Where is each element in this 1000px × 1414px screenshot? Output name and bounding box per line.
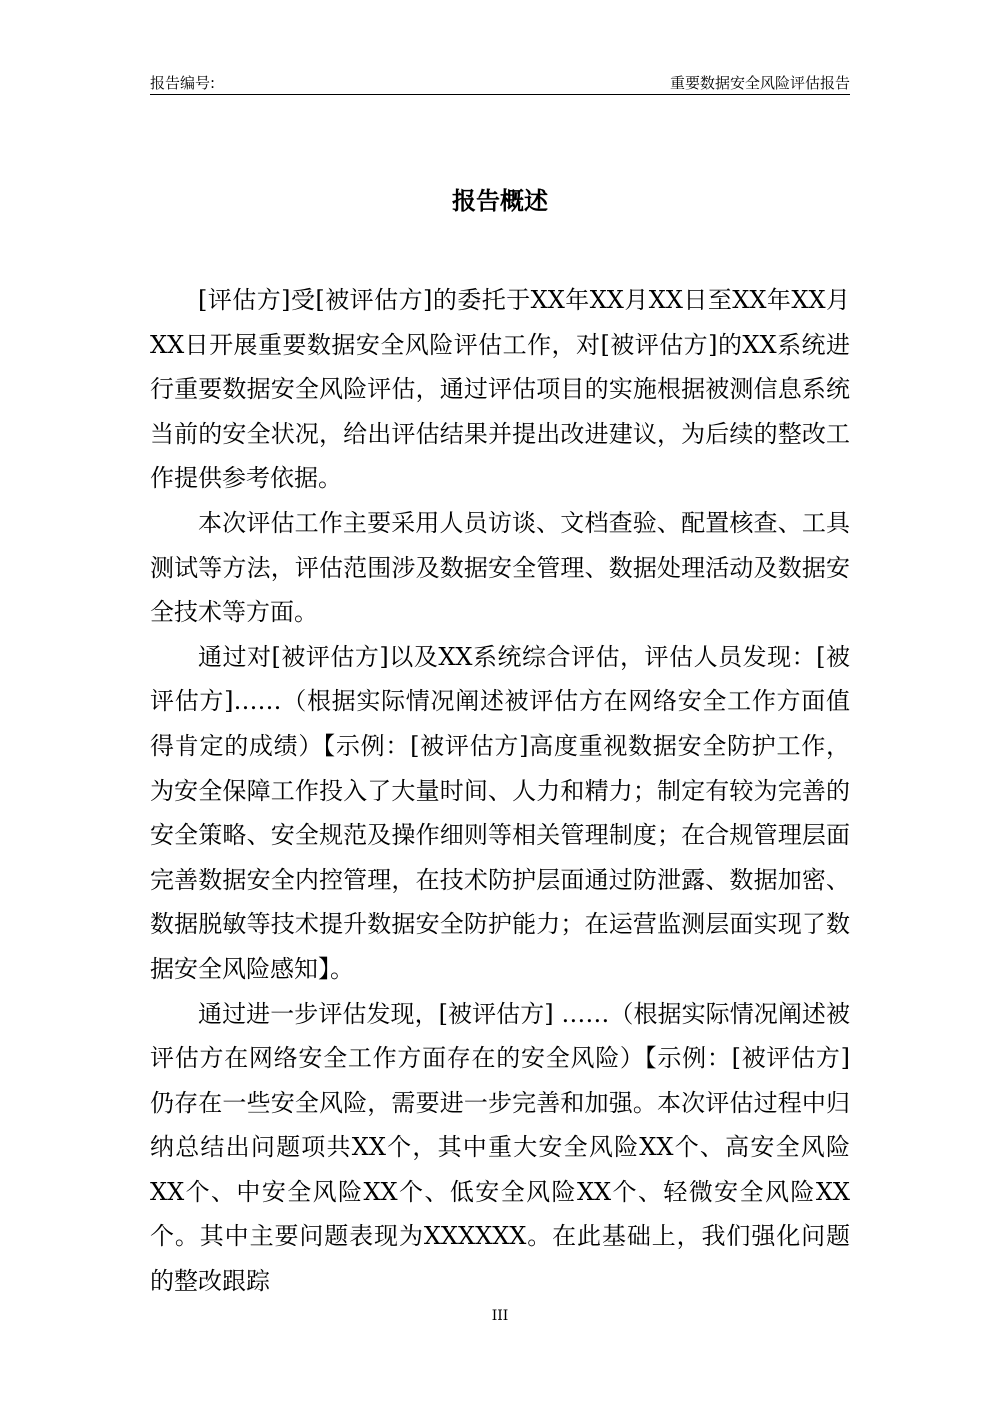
- page-number: III: [491, 1308, 509, 1324]
- header-divider: [150, 94, 850, 95]
- page-header: [150, 72, 850, 94]
- paragraph-3: 通过对[被评估方]以及XX系统综合评估，评估人员发现：[被评估方]……（根据实际情况阐述被评估方在网络安全工作方面值得肯定的成绩）【示例：[被评估方]高度重视数据安全防护工作，为安全保障工作投入了大量时间、人力和精力；制定有较为完善的安全策略、安全规范及操作细则等相关管理制度；在合规管理层面完善数据安全内控管理，在技术防护层面通过防泄露、数据加密、数据脱敏等技术提升数据安全防护能力；在运营监测层面实现了数据安全风险感知】。: [150, 642, 850, 983]
- paragraph-4: 通过进一步评估发现，[被评估方] ……（根据实际情况阐述被评估方在网络安全工作方面存在的安全风险）【示例：[被评估方]仍存在一些安全风险，需要进一步完善和加强。本次评估过程中归纳总结出问题项共XX个，其中重大安全风险XX个、高安全风险XX个、中安全风险XX个、低安全风险XX个、轻微安全风险XX个。其中主要问题表现为XXXXXX。在此基础上，我们强化问题的整改跟踪: [150, 999, 850, 1296]
- paragraph-2: 本次评估工作主要采用人员访谈、文档查验、配置核查、工具测试等方法，评估范围涉及数据安全管理、数据处理活动及数据安全技术等方面。: [150, 508, 850, 627]
- report-number-label: 报告编号:: [150, 74, 216, 92]
- report-body: [150, 278, 850, 1304]
- paragraph-1: [评估方]受[被评估方]的委托于XX年XX月XX日至XX年XX月XX日开展重要数据安全风险评估工作，对[被评估方]的XX系统进行重要数据安全风险评估，通过评估项目的实施根据被测信息系统当前的安全状况，给出评估结果并提出改进建议，为后续的整改工作提供参考依据。: [150, 286, 850, 493]
- page-title: 报告概述: [452, 187, 548, 215]
- report-name-header: 重要数据安全风险评估报告: [669, 74, 850, 92]
